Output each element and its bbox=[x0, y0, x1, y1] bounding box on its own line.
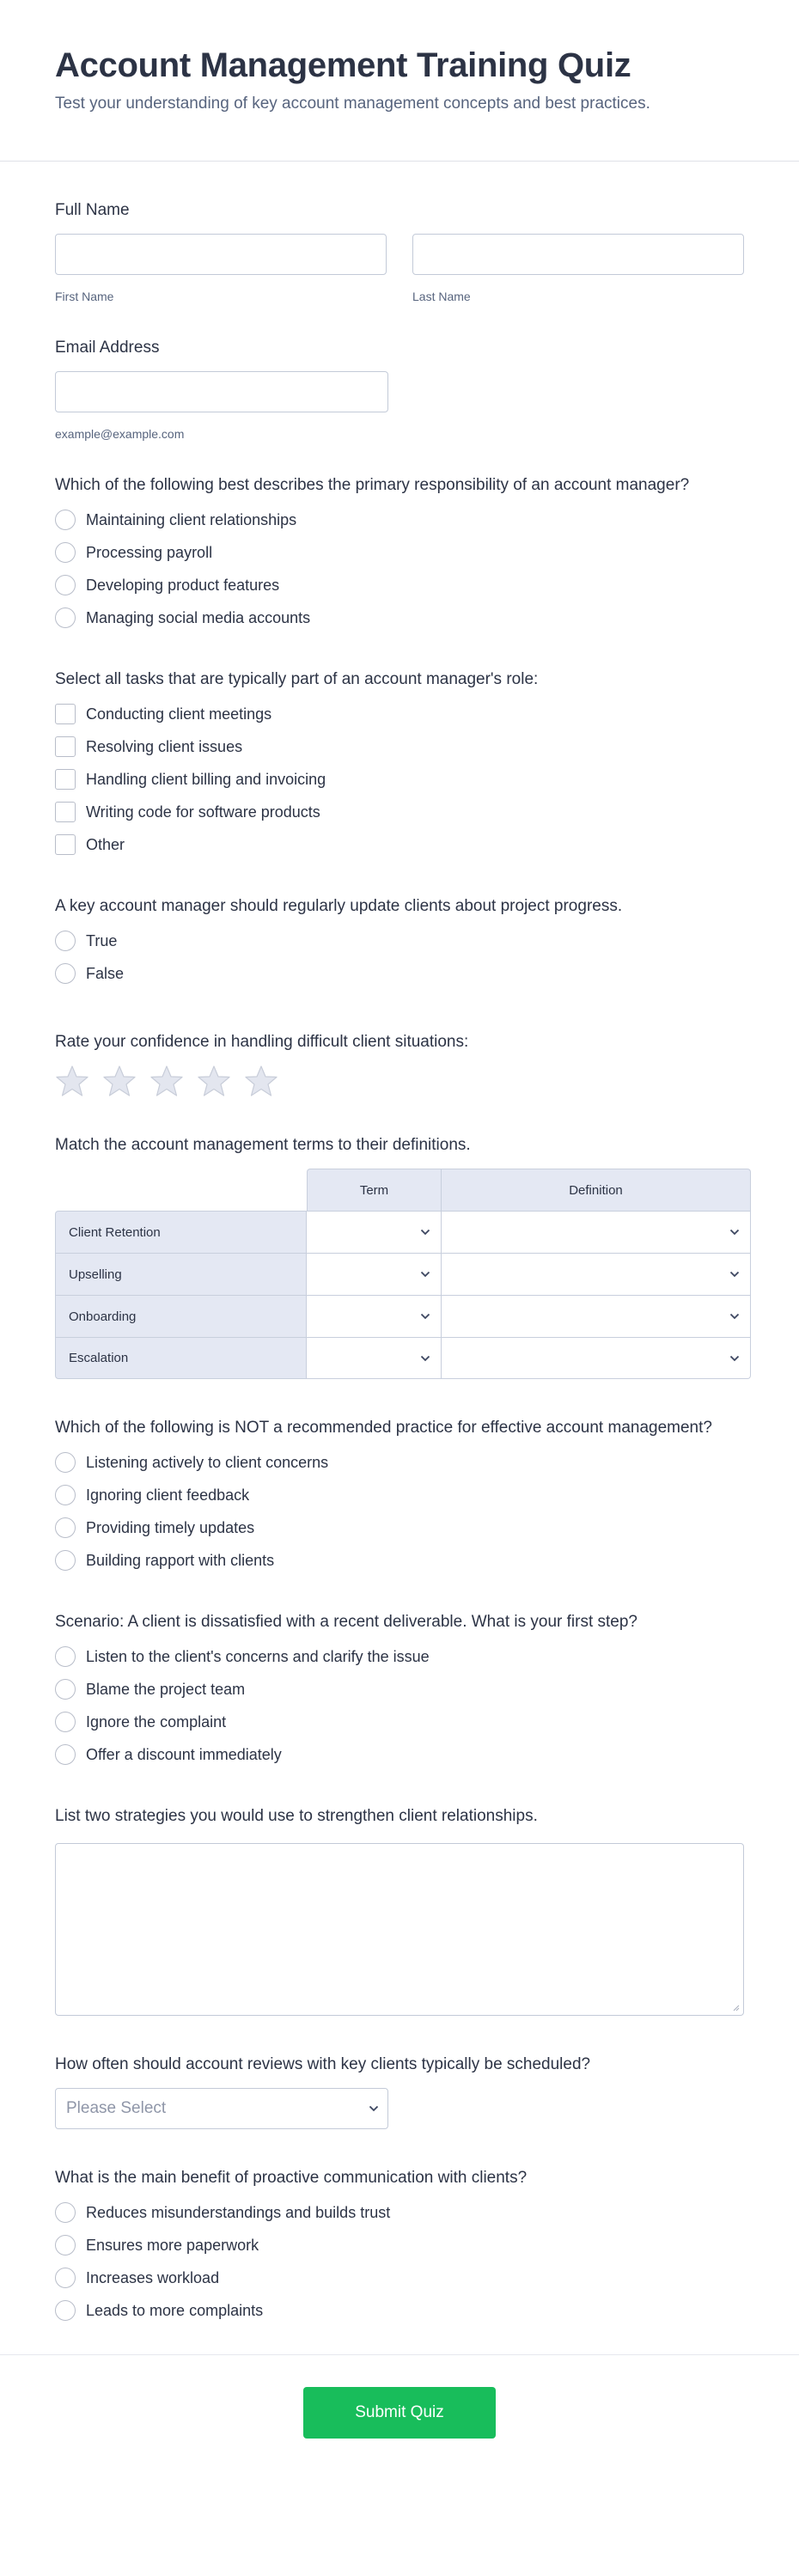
table-row bbox=[55, 1295, 751, 1337]
radio-button[interactable] bbox=[55, 1679, 76, 1700]
chevron-down-icon bbox=[420, 1271, 430, 1278]
option-label: Blame the project team bbox=[86, 1680, 246, 1698]
checkbox-option[interactable] bbox=[55, 828, 744, 861]
question-label: A key account manager should regularly update clients about project progress. bbox=[55, 897, 623, 915]
radio-option[interactable] bbox=[55, 569, 744, 601]
radio-option[interactable] bbox=[55, 1479, 744, 1511]
dropdown-value: Please Select bbox=[66, 2099, 167, 2117]
option-label: Ignore the complaint bbox=[86, 1712, 227, 1731]
question-scenario bbox=[55, 1577, 744, 1771]
radio-option[interactable] bbox=[55, 2262, 744, 2294]
chevron-down-icon bbox=[729, 1355, 740, 1362]
radio-button[interactable] bbox=[55, 963, 76, 984]
chevron-down-icon bbox=[729, 1313, 740, 1320]
radio-option[interactable] bbox=[55, 504, 744, 536]
column-header-term: Term bbox=[307, 1169, 442, 1211]
row-label: Escalation bbox=[55, 1337, 307, 1379]
checkbox-option[interactable] bbox=[55, 763, 744, 796]
radio-button[interactable] bbox=[55, 607, 76, 628]
option-label: Offer a discount immediately bbox=[86, 1745, 282, 1763]
radio-option[interactable] bbox=[55, 2196, 744, 2229]
star-icon[interactable] bbox=[244, 1064, 278, 1098]
checkbox[interactable] bbox=[55, 769, 76, 790]
option-label: Increases workload bbox=[86, 2268, 220, 2286]
option-label: Resolving client issues bbox=[86, 737, 243, 755]
radio-option[interactable] bbox=[55, 536, 744, 569]
option-label: False bbox=[86, 964, 125, 982]
email-field bbox=[55, 304, 744, 442]
radio-button[interactable] bbox=[55, 1744, 76, 1765]
question-label: Which of the following best describes the primary responsibility of an account manager? bbox=[55, 476, 690, 494]
radio-button[interactable] bbox=[55, 2235, 76, 2256]
option-label: Writing code for software products bbox=[86, 803, 320, 821]
question-label: Match the account management terms to their definitions. bbox=[55, 1136, 471, 1154]
radio-button[interactable] bbox=[55, 542, 76, 563]
checkbox[interactable] bbox=[55, 736, 76, 757]
strategies-textarea[interactable] bbox=[55, 1843, 744, 2016]
question-label: Which of the following is NOT a recommended practice for effective account management? bbox=[55, 1419, 712, 1437]
checkbox[interactable] bbox=[55, 834, 76, 855]
email-label: Email Address bbox=[55, 339, 160, 357]
radio-option[interactable] bbox=[55, 1544, 744, 1577]
option-label: Developing product features bbox=[86, 576, 280, 594]
table-row bbox=[55, 1337, 751, 1379]
matching-table bbox=[55, 1169, 751, 1379]
radio-button[interactable] bbox=[55, 2300, 76, 2321]
question-label: Rate your confidence in handling difficult client situations: bbox=[55, 1033, 469, 1051]
star-icon[interactable] bbox=[197, 1064, 231, 1098]
radio-button[interactable] bbox=[55, 1452, 76, 1473]
radio-option[interactable] bbox=[55, 1640, 744, 1673]
option-label: Listen to the client's concerns and clarify the issue bbox=[86, 1647, 430, 1665]
radio-button[interactable] bbox=[55, 510, 76, 530]
radio-button[interactable] bbox=[55, 1646, 76, 1667]
option-label: Ensures more paperwork bbox=[86, 2236, 259, 2254]
radio-option[interactable] bbox=[55, 1673, 744, 1706]
radio-option[interactable] bbox=[55, 2229, 744, 2262]
term-dropdown[interactable] bbox=[307, 1295, 442, 1337]
chevron-down-icon bbox=[369, 2105, 379, 2112]
email-input[interactable] bbox=[55, 371, 388, 412]
chevron-down-icon bbox=[420, 1355, 430, 1362]
option-label: Ignoring client feedback bbox=[86, 1486, 250, 1504]
row-label: Onboarding bbox=[55, 1295, 307, 1337]
radio-option[interactable] bbox=[55, 2294, 744, 2327]
option-label: Other bbox=[86, 835, 125, 853]
term-dropdown[interactable] bbox=[307, 1337, 442, 1379]
form-footer bbox=[0, 2354, 799, 2483]
option-label: Leads to more complaints bbox=[86, 2301, 264, 2319]
table-row bbox=[55, 1211, 751, 1253]
question-not-recommended bbox=[55, 1379, 744, 1577]
radio-option[interactable] bbox=[55, 601, 744, 634]
radio-button[interactable] bbox=[55, 575, 76, 595]
option-label: Maintaining client relationships bbox=[86, 510, 297, 528]
radio-option[interactable] bbox=[55, 1446, 744, 1479]
radio-button[interactable] bbox=[55, 2202, 76, 2223]
full-name-label: Full Name bbox=[55, 201, 130, 219]
row-label: Client Retention bbox=[55, 1211, 307, 1253]
radio-button[interactable] bbox=[55, 1712, 76, 1732]
question-confidence-rating bbox=[55, 990, 744, 1098]
chevron-down-icon bbox=[729, 1229, 740, 1236]
star-icon[interactable] bbox=[102, 1064, 137, 1098]
chevron-down-icon bbox=[729, 1271, 740, 1278]
star-icon[interactable] bbox=[149, 1064, 184, 1098]
radio-button[interactable] bbox=[55, 931, 76, 951]
table-row bbox=[55, 1253, 751, 1295]
question-label: List two strategies you would use to strengthen client relationships. bbox=[55, 1807, 538, 1825]
page-subtitle: Test your understanding of key account management concepts and best practices. bbox=[55, 95, 650, 113]
row-label: Upselling bbox=[55, 1253, 307, 1295]
email-sublabel: example@example.com bbox=[55, 427, 185, 441]
definition-dropdown[interactable] bbox=[442, 1253, 751, 1295]
page-title: Account Management Training Quiz bbox=[55, 46, 631, 84]
radio-button[interactable] bbox=[55, 2268, 76, 2288]
option-label: Building rapport with clients bbox=[86, 1551, 275, 1569]
question-review-frequency bbox=[55, 2016, 744, 2129]
question-select-tasks bbox=[55, 634, 744, 861]
radio-option[interactable] bbox=[55, 1738, 744, 1771]
last-name-input[interactable] bbox=[412, 234, 744, 275]
option-label: Listening actively to client concerns bbox=[86, 1453, 329, 1471]
question-primary-responsibility bbox=[55, 442, 744, 634]
question-true-false bbox=[55, 861, 744, 990]
frequency-dropdown[interactable] bbox=[55, 2088, 388, 2129]
question-label: Select all tasks that are typically part of an account manager's role: bbox=[55, 670, 539, 688]
radio-button[interactable] bbox=[55, 1517, 76, 1538]
question-label: What is the main benefit of proactive communication with clients? bbox=[55, 2169, 528, 2187]
checkbox-option[interactable] bbox=[55, 730, 744, 763]
first-name-sublabel: First Name bbox=[55, 290, 114, 303]
submit-quiz-button[interactable]: Submit Quiz bbox=[303, 2387, 496, 2439]
chevron-down-icon bbox=[420, 1229, 430, 1236]
star-icon[interactable] bbox=[55, 1064, 89, 1098]
option-label: Handling client billing and invoicing bbox=[86, 770, 326, 788]
definition-dropdown[interactable] bbox=[442, 1211, 751, 1253]
radio-button[interactable] bbox=[55, 1485, 76, 1505]
question-label: Scenario: A client is dissatisfied with a recent deliverable. What is your first step? bbox=[55, 1613, 637, 1631]
checkbox[interactable] bbox=[55, 704, 76, 724]
radio-option[interactable] bbox=[55, 1706, 744, 1738]
radio-option[interactable] bbox=[55, 925, 744, 957]
option-label: Providing timely updates bbox=[86, 1518, 255, 1536]
checkbox-option[interactable] bbox=[55, 698, 744, 730]
last-name-sublabel: Last Name bbox=[412, 290, 471, 303]
resize-handle-icon[interactable] bbox=[731, 2003, 740, 2011]
option-label: Conducting client meetings bbox=[86, 705, 272, 723]
definition-dropdown[interactable] bbox=[442, 1295, 751, 1337]
form-header bbox=[0, 0, 799, 162]
question-proactive-benefit bbox=[55, 2129, 744, 2327]
question-strategies bbox=[55, 1771, 744, 2016]
radio-option[interactable] bbox=[55, 957, 744, 990]
quiz-form bbox=[0, 162, 799, 2327]
question-label: How often should account reviews with key clients typically be scheduled? bbox=[55, 2055, 591, 2073]
definition-dropdown[interactable] bbox=[442, 1337, 751, 1379]
first-name-input[interactable] bbox=[55, 234, 387, 275]
term-dropdown[interactable] bbox=[307, 1253, 442, 1295]
option-label: Managing social media accounts bbox=[86, 608, 311, 626]
star-rating bbox=[55, 1064, 744, 1098]
radio-button[interactable] bbox=[55, 1550, 76, 1571]
checkbox-option[interactable] bbox=[55, 796, 744, 828]
chevron-down-icon bbox=[420, 1313, 430, 1320]
option-label: Reduces misunderstandings and builds trust bbox=[86, 2203, 391, 2221]
option-label: True bbox=[86, 931, 118, 949]
question-match-terms bbox=[55, 1098, 744, 1379]
radio-option[interactable] bbox=[55, 1511, 744, 1544]
option-label: Processing payroll bbox=[86, 543, 213, 561]
column-header-definition: Definition bbox=[442, 1169, 751, 1211]
full-name-field bbox=[55, 162, 744, 304]
checkbox[interactable] bbox=[55, 802, 76, 822]
term-dropdown[interactable] bbox=[307, 1211, 442, 1253]
